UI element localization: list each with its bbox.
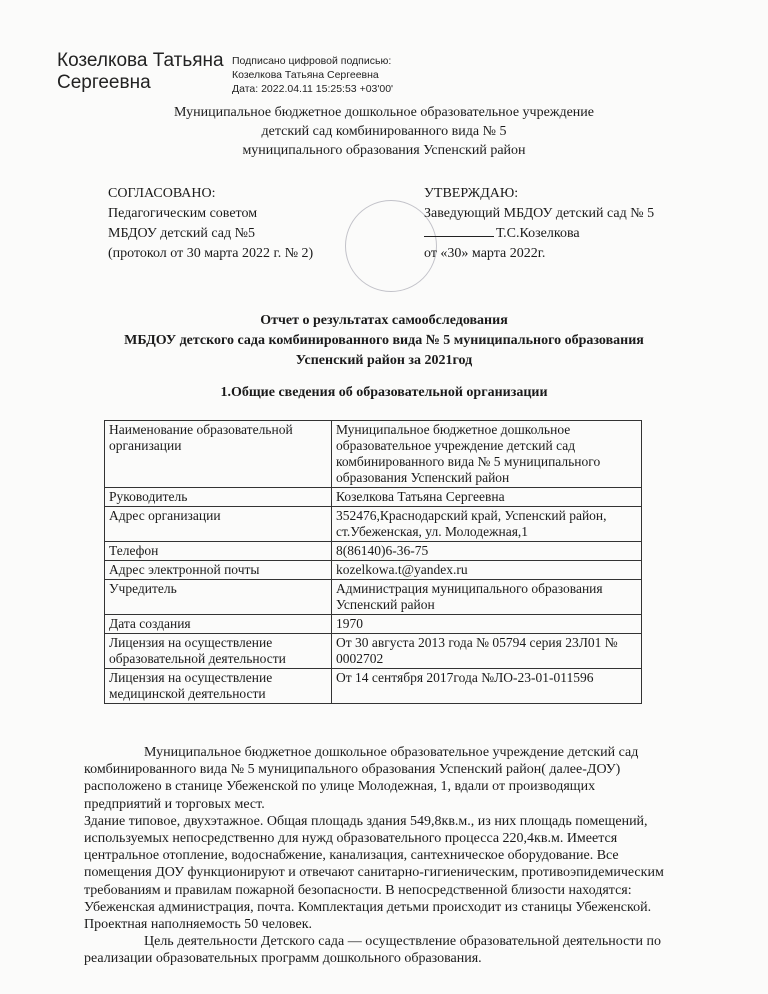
table-value: 1970 xyxy=(332,615,642,634)
table-key: Адрес электронной почты xyxy=(105,561,332,580)
document-header xyxy=(0,103,768,160)
table-key: Лицензия на осуществление медицинской деятельности xyxy=(105,669,332,704)
table-key: Учредитель xyxy=(105,580,332,615)
signature-name: Козелкова Татьяна Сергеевна xyxy=(57,50,224,93)
header-line-2: детский сад комбинированного вида № 5 xyxy=(261,124,507,139)
table-row xyxy=(105,421,642,488)
table-row xyxy=(105,542,642,561)
approval-left-4: (протокол от 30 марта 2022 г. № 2) xyxy=(108,246,314,261)
signature-line-3: Дата: 2022.04.11 15:25:53 +03'00' xyxy=(232,83,394,95)
paragraph-2: Здание типовое, двухэтажное. Общая площадь здания 549,8кв.м., из них площадь помещений, используемых непосредственно для нужд образовательного процесса 220,4кв.м. Имеется центральное отопление, водоснабжение, канализация, сантехническое оборудование. Все помещения ДОУ функционируют и отвечают санитарно-гигиеническим, противоэпидемическим требованиям и правилам пожарной безопасности. В непосредственной близости находятся: Убеженская администрация, почта. Комплектация детьми происходит из станицы Убеженской. Проектная наполняемость 50 человек. xyxy=(84,813,664,933)
table-key: Адрес организации xyxy=(105,507,332,542)
table-value: От 14 сентября 2017года №ЛО-23-01-011596 xyxy=(332,669,642,704)
approval-left-1: СОГЛАСОВАНО: xyxy=(108,186,216,201)
table-row xyxy=(105,615,642,634)
approval-right-3-row xyxy=(424,224,654,244)
table-key: Руководитель xyxy=(105,488,332,507)
table-value: 8(86140)6-36-75 xyxy=(332,542,642,561)
table-value: Муниципальное бюджетное дошкольное образовательное учреждение детский сад комбинированного вида № 5 муниципального образования Успенский район xyxy=(332,421,642,488)
table-row xyxy=(105,507,642,542)
approval-right-4: от «30» марта 2022г. xyxy=(424,246,546,261)
table-row xyxy=(105,561,642,580)
signature-line-1: Подписано цифровой подписью: xyxy=(232,55,392,67)
report-title-1: Отчет о результатах самообследования xyxy=(260,313,508,328)
table-row xyxy=(105,669,642,704)
table-row xyxy=(105,488,642,507)
approval-left-2: Педагогическим советом xyxy=(108,206,258,221)
approval-right xyxy=(424,184,654,264)
signature-blank-line xyxy=(424,224,494,237)
info-table xyxy=(104,420,642,704)
table-key: Лицензия на осуществление образовательной деятельности xyxy=(105,634,332,669)
table-row xyxy=(105,580,642,615)
table-value: kozelkowa.t@yandex.ru xyxy=(332,561,642,580)
table-value: От 30 августа 2013 года № 05794 серия 23Л01 № 0002702 xyxy=(332,634,642,669)
table-value: Администрация муниципального образования Успенский район xyxy=(332,580,642,615)
approval-right-3: Т.С.Козелкова xyxy=(496,226,580,241)
paragraph-1: Муниципальное бюджетное дошкольное образовательное учреждение детский сад комбинированного вида № 5 муниципального образования Успенский район( далее-ДОУ) расположено в станице Убеженской по улице Молодежная, 1, вдали от производящих предприятий и торговых мест. xyxy=(84,745,639,812)
table-value: 352476,Краснодарский край, Успенский район, ст.Убеженская, ул. Молодежная,1 xyxy=(332,507,642,542)
report-title-3: Успенский район за 2021год xyxy=(295,353,473,368)
approval-left xyxy=(108,184,313,264)
report-title-2: МБДОУ детского сада комбинированного вида № 5 муниципального образования xyxy=(124,333,644,348)
section-title: 1.Общие сведения об образовательной организации xyxy=(220,385,548,400)
signature-info xyxy=(232,54,393,96)
body-text xyxy=(84,744,674,968)
table-value: Козелкова Татьяна Сергеевна xyxy=(332,488,642,507)
header-line-1: Муниципальное бюджетное дошкольное образовательное учреждение xyxy=(174,105,594,120)
approval-right-2: Заведующий МБДОУ детский сад № 5 xyxy=(424,206,655,221)
report-title xyxy=(0,311,768,371)
table-key: Наименование образовательной организации xyxy=(105,421,332,488)
approval-right-1: УТВЕРЖДАЮ: xyxy=(424,186,519,201)
table-key: Дата создания xyxy=(105,615,332,634)
table-row xyxy=(105,634,642,669)
signature-line-2: Козелкова Татьяна Сергеевна xyxy=(232,69,379,81)
table-key: Телефон xyxy=(105,542,332,561)
paragraph-3: Цель деятельности Детского сада — осуществление образовательной деятельности по реализации образовательных программ дошкольного образования. xyxy=(84,934,661,967)
header-line-3: муниципального образования Успенский район xyxy=(242,143,526,158)
approval-left-3: МБДОУ детский сад №5 xyxy=(108,226,255,241)
